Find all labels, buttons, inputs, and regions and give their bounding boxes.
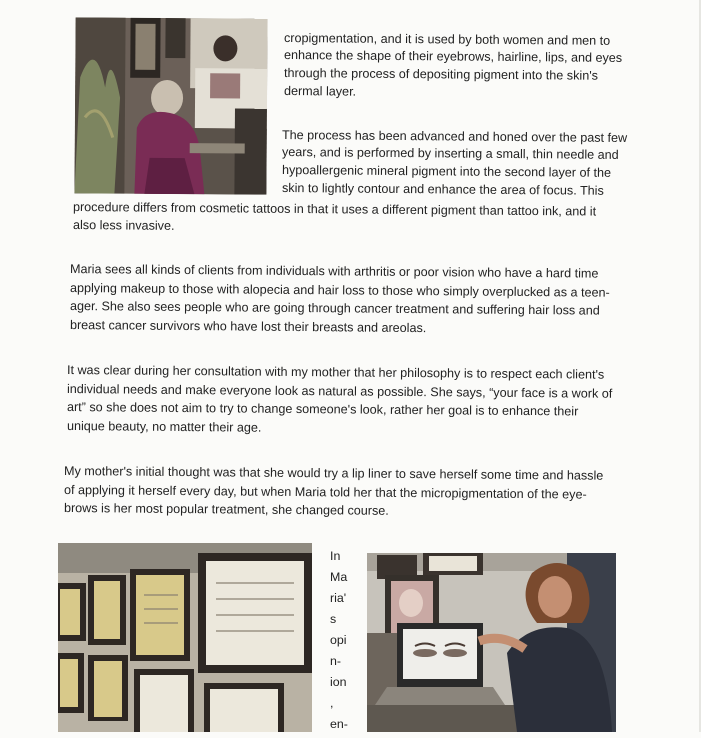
certificates-wall-photo — [58, 543, 312, 732]
clients-line: breast cancer survivors who have lost their breasts and areolas. — [69, 318, 427, 336]
clients-line: Maria sees all kinds of clients from individuals with arthritis or poor vision who have a hard time — [69, 262, 599, 281]
narrow-line: opi — [330, 633, 347, 647]
clients-line: ager. She also sees people who are going through cancer treatment and suffering hair loss and — [69, 299, 600, 318]
narrow-line: ion — [330, 675, 347, 689]
intro-line: enhance the shape of their eyebrows, hairline, lips, and eyes — [283, 48, 623, 65]
intro-line: through the process of depositing pigment into the skin's — [283, 66, 599, 83]
process-line: hypoallergenic mineral pigment into the second layer of the — [281, 163, 612, 180]
salon-client-photo — [74, 17, 267, 194]
philosophy-line: unique beauty, no matter their age. — [66, 419, 262, 435]
narrow-line: , — [330, 696, 334, 710]
narrow-line: n- — [330, 654, 342, 668]
process-line: The process has been advanced and honed over the past few — [281, 128, 628, 146]
process-line: skin to lightly contour and enhance the area of focus. This — [281, 181, 604, 198]
narrow-line: Ma — [330, 570, 348, 584]
philosophy-line: It was clear during her consultation with my mother that her philosophy is to respect each client's — [66, 363, 605, 382]
mother-line: My mother's initial thought was that she would try a lip liner to save herself some time and hassle — [63, 464, 604, 483]
philosophy-line: art” so she does not aim to try to change someone's look, rather her goal is to enhance their — [66, 400, 579, 419]
intro-line: cropigmentation, and it is used by both women and men to — [283, 31, 611, 48]
maria-laptop-photo — [367, 553, 616, 732]
mother-line: of applying it herself every day, but when Maria told her that the micropigmentation of the eye- — [63, 483, 587, 502]
process-line: years, and is performed by inserting a small, thin needle and — [281, 145, 619, 162]
narrow-text-column — [330, 549, 348, 738]
intro-line: dermal layer. — [283, 84, 357, 99]
narrow-line: en- — [330, 717, 348, 731]
process-line: also less invasive. — [72, 218, 175, 233]
process-line: procedure differs from cosmetic tattoos in that it uses a different pigment than tattoo ink, and it — [72, 200, 597, 219]
narrow-line: ria' — [330, 591, 347, 605]
narrow-line: s — [330, 612, 337, 626]
mother-line: brows is her most popular treatment, she changed course. — [63, 501, 389, 518]
narrow-line: In — [330, 549, 341, 563]
philosophy-line: individual needs and make everyone look as natural as possible. She says, “your face is a work of — [66, 382, 613, 401]
clients-line: applying makeup to those with alopecia and hair loss to those who simply overplucked as a teen- — [69, 281, 610, 300]
